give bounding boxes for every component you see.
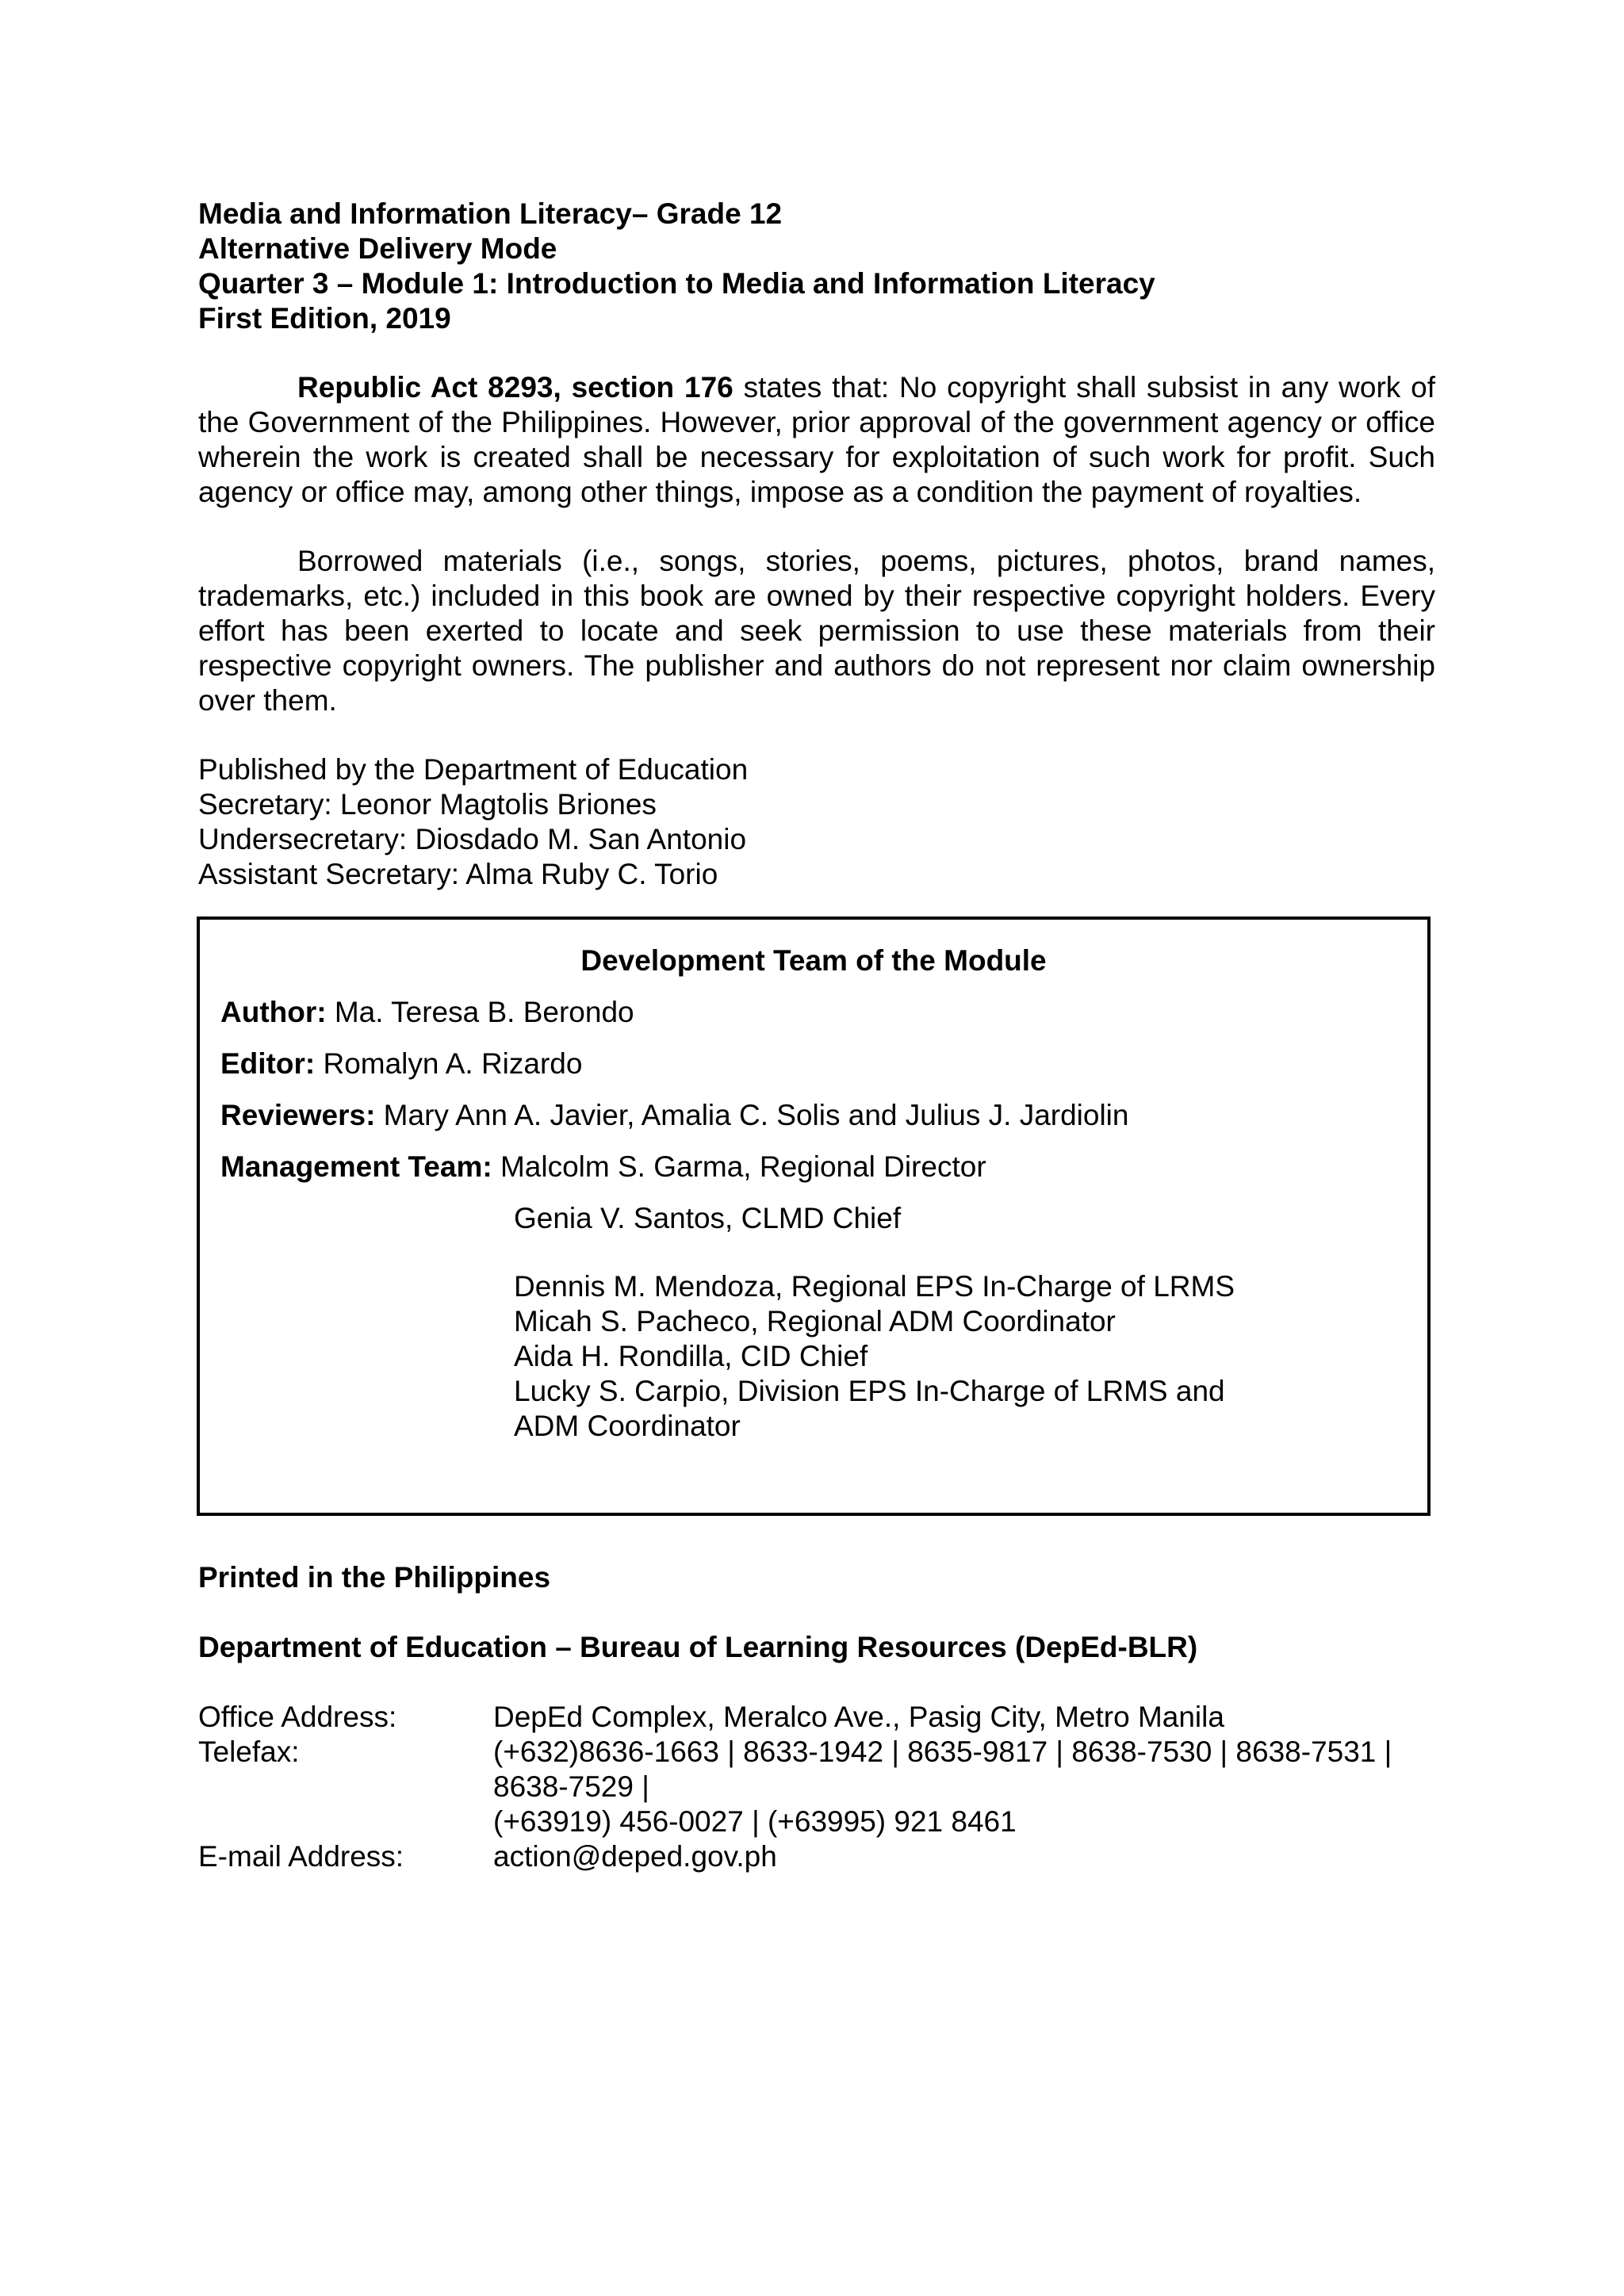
management-member: ADM Coordinator [514,1410,741,1442]
publisher-line: Published by the Department of Education [198,753,749,786]
copyright-lead: Republic Act 8293, section 176 [297,371,733,404]
office-address-label: Office Address: [198,1701,397,1733]
email-label: E-mail Address: [198,1840,404,1873]
reviewers-value: Mary Ann A. Javier, Amalia C. Solis and Julius J. Jardiolin [375,1099,1129,1131]
author-row [220,995,1407,1030]
management-member: Genia V. Santos, CLMD Chief [514,1202,902,1234]
subject-title: Media and Information Literacy– Grade 12 [198,197,783,230]
publisher-block [198,752,1435,892]
reviewers-row [220,1098,1407,1133]
editor-value: Romalyn A. Rizardo [315,1047,583,1080]
management-member: Aida H. Rondilla, CID Chief [514,1340,868,1372]
copyright-paragraph [198,370,1435,510]
assistant-secretary-line: Assistant Secretary: Alma Ruby C. Torio [198,858,718,890]
module-title: Quarter 3 – Module 1: Introduction to Media and Information Literacy [198,267,1155,300]
telefax-line: (+63919) 456-0027 | (+63995) 921 8461 [493,1805,1017,1838]
management-first: Malcolm S. Garma, Regional Director [492,1150,986,1183]
email-link[interactable]: action@deped.gov.ph [493,1840,777,1873]
document-page [198,197,1435,892]
development-team-box [197,916,1431,1516]
secretary-line: Secretary: Leonor Magtolis Briones [198,788,657,821]
reviewers-label: Reviewers: [220,1099,376,1131]
contact-block [198,1700,1467,1874]
deped-heading: Department of Education – Bureau of Learning Resources (DepEd-BLR) [198,1631,1198,1663]
author-value: Ma. Teresa B. Berondo [326,996,634,1028]
telefax-line: (+632)8636-1663 | 8633-1942 | 8635-9817 | 8638-7530 | 8638-7531 | [493,1735,1392,1768]
team-heading: Development Team of the Module [580,944,1047,977]
borrowed-materials-paragraph: Borrowed materials (i.e., songs, stories, poems, pictures, photos, brand names, trademarks, etc.) included in this book are owned by their respective copyright holders. Every effort has been exerted to locate and seek permission to use these materials from their respective copyright owners. The publisher and authors do not represent nor claim ownership over them. [198,545,1435,717]
management-row [220,1150,1407,1184]
email-row [198,1839,1467,1874]
copyright-text: states that: No copyright shall subsist in any work of the Government of the Philippines. However, prior approval of the government agency or office wherein the work is created shall be necessary for exploitation of such work for profit. Such agency or office may, among other things, impose as a condition the payment of royalties. [198,371,1435,508]
module-title-block [198,197,1435,336]
author-label: Author: [220,996,327,1028]
editor-label: Editor: [220,1047,316,1080]
editor-row [220,1047,1407,1081]
office-address-value: DepEd Complex, Meralco Ave., Pasig City, Metro Manila [493,1701,1224,1733]
management-label: Management Team: [220,1150,492,1183]
delivery-mode: Alternative Delivery Mode [198,232,557,265]
management-member: Lucky S. Carpio, Division EPS In-Charge of LRMS and [514,1375,1225,1407]
edition: First Edition, 2019 [198,302,451,335]
office-address-row [198,1700,1467,1735]
telefax-line: 8638-7529 | [493,1770,649,1803]
management-member: Micah S. Pacheco, Regional ADM Coordinator [514,1305,1116,1337]
printed-notice: Printed in the Philippines [198,1561,551,1594]
management-member: Dennis M. Mendoza, Regional EPS In-Charge of LRMS [514,1270,1235,1303]
undersecretary-line: Undersecretary: Diosdado M. San Antonio [198,823,747,855]
telefax-label: Telefax: [198,1735,300,1768]
telefax-row [198,1735,1467,1839]
